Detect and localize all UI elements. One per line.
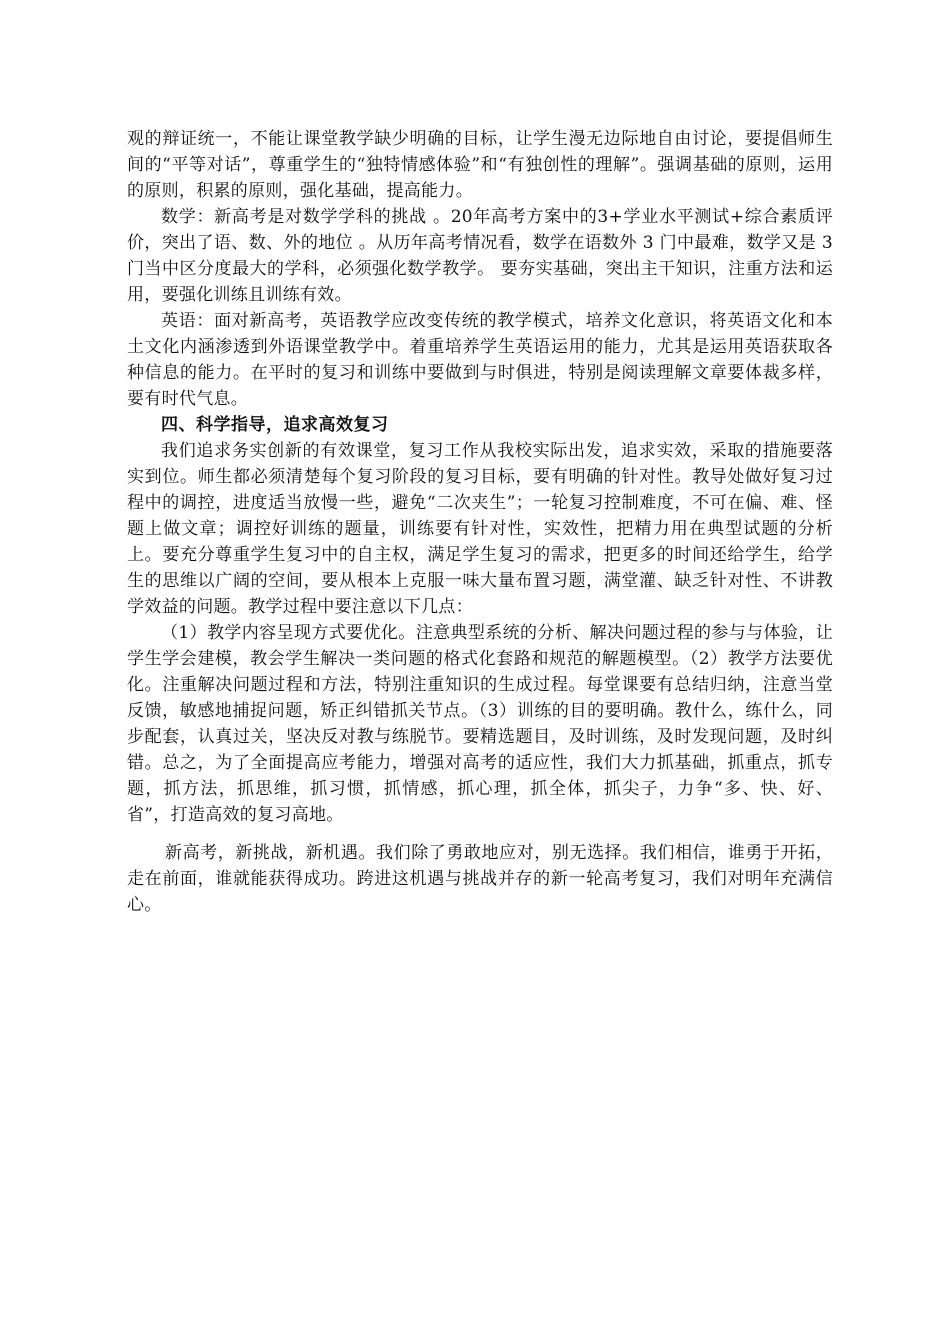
paragraph-continuation: 观的辩证统一，不能让课堂教学缺少明确的目标，让学生漫无边际地自由讨论，要提倡师生间的“平等对话”，尊重学生的“独特情感体验”和“有独创性的理解”。强调基础的原则，运用的原则，积累的原则，强化基础，提高能力。 bbox=[127, 129, 833, 201]
paragraph-math: 数学：新高考是对数学学科的挑战 。20年高考方案中的3+学业水平测试+综合素质评价，突出了语、数、外的地位 。从历年高考情况看，数学在语数外 3 门中最难，数学又是 3 门当中区分度最大的学科，必须强化数学教学。 要夯实基础，突出主干知识，注重方法和运用，要强化训练且训练有效。 bbox=[127, 207, 833, 305]
document-page bbox=[127, 126, 833, 918]
section-heading-4: 四、科学指导，追求高效复习 bbox=[161, 415, 389, 435]
paragraph-english: 英语：面对新高考，英语教学应改变传统的教学模式，培养文化意识，将英语文化和本土文化内涵渗透到外语课堂教学中。着重培养学生英语运用的能力，尤其是运用英语获取各种信息的能力。在平时的复习和训练中要做到与时俱进，特别是阅读理解文章要体裁多样，要有时代气息。 bbox=[127, 311, 833, 409]
paragraph-review-strategy: 我们追求务实创新的有效课堂，复习工作从我校实际出发，追求实效，采取的措施要落实到位。师生都必须清楚每个复习阶段的复习目标，要有明确的针对性。教导处做好复习过程中的调控，进度适当放慢一些，避免“二次夹生”；一轮复习控制难度，不可在偏、难、怪题上做文章；调控好训练的题量，训练要有针对性，实效性，把精力用在典型试题的分析上。要充分尊重学生复习中的自主权，满足学生复习的需求，把更多的时间还给学生，给学生的思维以广阔的空间，要从根本上克服一味大量布置习题，满堂灌、缺乏针对性、不讲教学效益的问题。教学过程中要注意以下几点： bbox=[127, 441, 833, 617]
paragraph-gap bbox=[127, 828, 833, 840]
paragraph-teaching-points: （1）教学内容呈现方式要优化。注意典型系统的分析、解决问题过程的参与与体验，让学生学会建模，教会学生解决一类问题的格式化套路和规范的解题模型。（2）教学方法要优化。注重解决问题过程和方法，特别注重知识的生成过程。每堂课要有总结归纳，注意当堂反馈，敏感地捕捉问题，矫正纠错抓关节点。（3）训练的目的要明确。教什么，练什么，同步配套，认真过关，坚决反对教与练脱节。要精选题目，及时训练，及时发现问题，及时纠错。总之，为了全面提高应考能力，增强对高考的适应性，我们大力抓基础，抓重点，抓专题，抓方法，抓思维，抓习惯，抓情感，抓心理，抓全体，抓尖子，力争“多、快、好、省”，打造高效的复习高地。 bbox=[127, 623, 833, 825]
paragraph-conclusion: 新高考，新挑战，新机遇。我们除了勇敢地应对，别无选择。我们相信，谁勇于开拓，走在前面，谁就能获得成功。跨进这机遇与挑战并存的新一轮高考复习，我们对明年充满信心。 bbox=[127, 843, 833, 915]
